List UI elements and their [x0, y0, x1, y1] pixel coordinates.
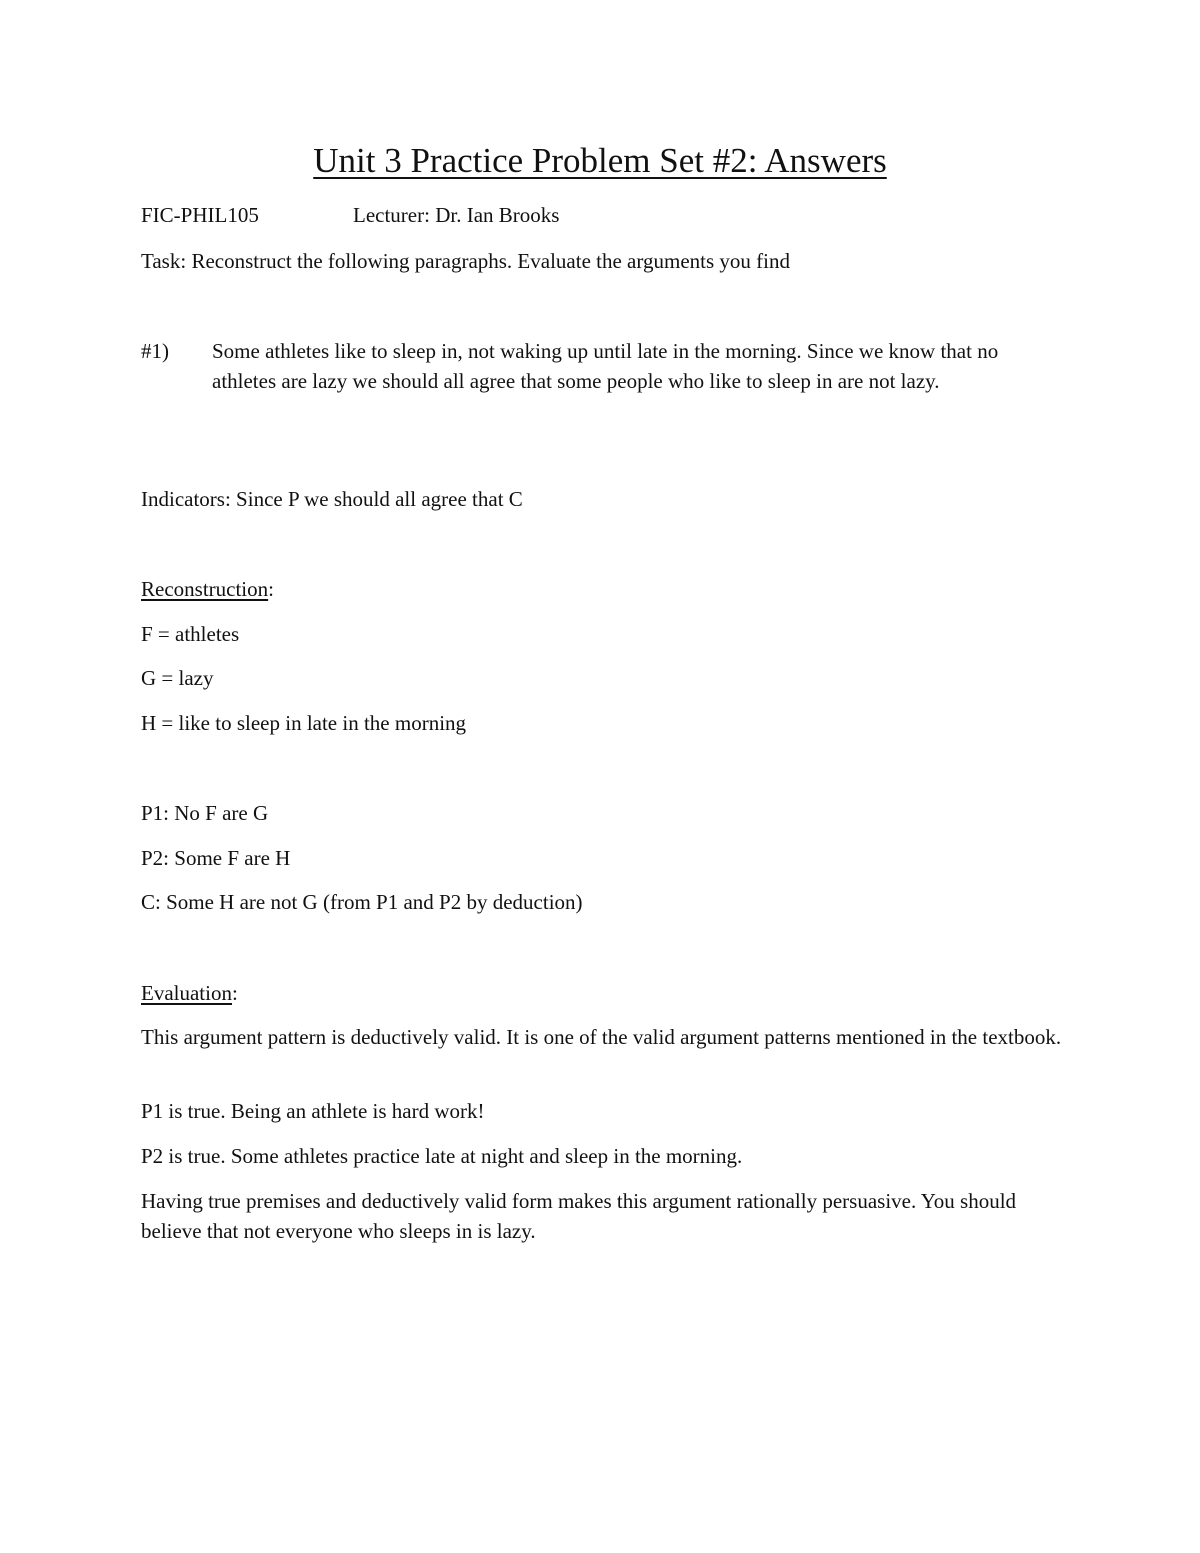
evaluation-paragraph: P2 is true. Some athletes practice late at night and sleep in the morning. — [141, 1144, 743, 1168]
evaluation-heading-colon: : — [231, 981, 238, 1005]
term-definition: F = athletes — [141, 622, 240, 646]
evaluation-heading-text: Evaluation — [141, 981, 232, 1005]
term-definition: G = lazy — [141, 666, 214, 690]
lecturer-name: Lecturer: Dr. Ian Brooks — [353, 203, 560, 227]
argument-step: P2: Some F are H — [141, 846, 291, 870]
course-code: FIC-PHIL105 — [141, 203, 259, 227]
problem-number: #1) — [141, 339, 169, 363]
reconstruction-heading-text: Reconstruction — [141, 577, 269, 601]
page-title: Unit 3 Practice Problem Set #2: Answers — [313, 141, 887, 180]
task-instructions: Task: Reconstruct the following paragraphs. Evaluate the arguments you find — [141, 249, 790, 273]
evaluation-paragraph: Having true premises and deductively valid form makes this argument rationally persuasive. You should believe that not everyone who sleeps in is lazy. — [141, 1189, 1017, 1243]
evaluation-paragraph: P1 is true. Being an athlete is hard work! — [141, 1099, 485, 1123]
argument-conclusion: C: Some H are not G (from P1 and P2 by deduction) — [141, 890, 583, 914]
evaluation-heading — [141, 978, 238, 1008]
reconstruction-heading-colon: : — [268, 577, 274, 601]
indicators-line: Indicators: Since P we should all agree that C — [141, 487, 523, 511]
problem-text: Some athletes like to sleep in, not waking up until late in the morning. Since we know that no athletes are lazy we should all agree that some people who like to sleep in are not lazy. — [212, 339, 999, 393]
argument-step: P1: No F are G — [141, 801, 269, 825]
reconstruction-heading — [141, 574, 274, 604]
course-line — [141, 200, 560, 230]
term-definition: H = like to sleep in late in the morning — [141, 711, 467, 735]
evaluation-paragraph: This argument pattern is deductively valid. It is one of the valid argument patterns mentioned in the textbook. — [141, 1025, 1062, 1049]
